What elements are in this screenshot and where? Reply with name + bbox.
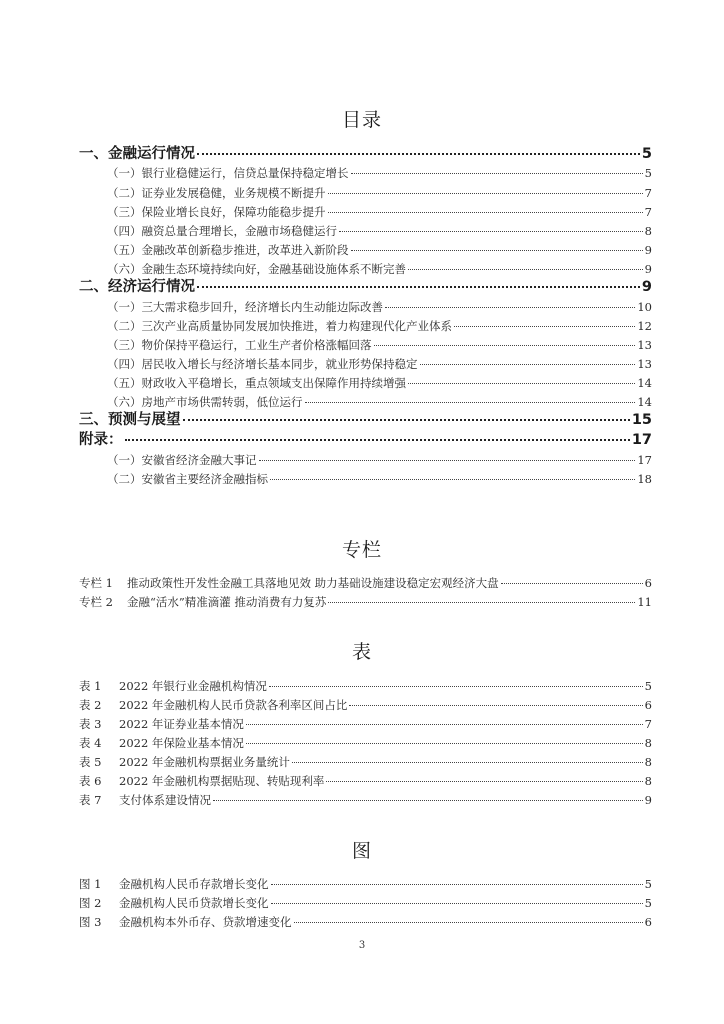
toc-section[interactable]	[107, 184, 652, 202]
table-entry[interactable]	[79, 677, 652, 695]
toc-section[interactable]	[107, 222, 652, 240]
entry-page: 8	[644, 774, 652, 788]
toc-entry-label: （三）保险业增长良好，保障功能稳步提升	[107, 205, 326, 219]
entry-page: 9	[644, 793, 652, 807]
toc-section[interactable]	[107, 241, 652, 259]
table-entry[interactable]	[79, 791, 652, 809]
dot-leader	[326, 780, 642, 782]
toc-entry-label: （四）融资总量合理增长，金融市场稳健运行	[107, 224, 337, 238]
dot-leader	[259, 459, 636, 461]
entry-label: 2022 年金融机构人民币贷款各利率区间占比	[119, 698, 348, 712]
dot-leader	[270, 478, 635, 480]
entry-label: 2022 年证券业基本情况	[119, 717, 244, 731]
entry-number: 表 2	[79, 698, 102, 712]
entry-number: 表 4	[79, 736, 102, 750]
dot-leader	[420, 363, 636, 365]
figures-title: 图	[351, 840, 372, 862]
column-entry[interactable]	[79, 593, 652, 611]
entry-label: 支付体系建设情况	[119, 793, 211, 807]
toc-section[interactable]	[107, 298, 652, 316]
entry-number: 图 3	[79, 915, 102, 929]
entry-page: 11	[637, 595, 652, 609]
table-entry[interactable]	[79, 772, 652, 790]
toc-entry-page: 14	[637, 376, 652, 390]
dot-leader	[374, 344, 636, 346]
dot-leader	[197, 152, 640, 155]
toc-entry-page: 15	[631, 412, 652, 428]
toc-entry-label: 三、预测与展望	[79, 412, 181, 428]
toc-section[interactable]	[107, 355, 652, 373]
toc-entry-label: （一）银行业稳健运行，信贷总量保持稳定增长	[107, 166, 349, 180]
toc-entry-page: 12	[637, 319, 652, 333]
toc-section[interactable]	[107, 317, 652, 335]
figure-entry[interactable]	[79, 894, 652, 912]
toc-entry-label: （五）金融改革创新稳步推进，改革进入新阶段	[107, 243, 349, 257]
toc-entry-label: （六）房地产市场供需转弱，低位运行	[107, 395, 303, 409]
entry-label: 2022 年金融机构票据业务量统计	[119, 755, 290, 769]
entry-number: 图 1	[79, 877, 102, 891]
entry-page: 5	[644, 877, 652, 891]
toc-entry-page: 18	[637, 472, 652, 486]
toc-entry-page: 7	[644, 186, 652, 200]
figure-entry[interactable]	[79, 875, 652, 893]
entry-number: 表 3	[79, 717, 102, 731]
toc-entry-page: 14	[637, 395, 652, 409]
toc-title: 目录	[341, 109, 382, 131]
dot-leader	[269, 685, 643, 687]
table-entry[interactable]	[79, 753, 652, 771]
toc-entry-label: （四）居民收入增长与经济增长基本同步，就业形势保持稳定	[107, 357, 418, 371]
toc-entry-label: （二）安徽省主要经济金融指标	[107, 472, 268, 486]
toc-section[interactable]	[107, 164, 652, 182]
toc-entry-label: （一）安徽省经济金融大事记	[107, 453, 257, 467]
page-number: 3	[358, 940, 366, 951]
entry-label: 金融机构本外币存、贷款增速变化	[119, 915, 292, 929]
entry-label: 金融“活水”精准滴灌 推动消费有力复苏	[127, 595, 327, 609]
entry-number: 表 7	[79, 793, 102, 807]
toc-section[interactable]	[107, 336, 652, 354]
entry-page: 5	[644, 896, 652, 910]
entry-page: 5	[644, 679, 652, 693]
dot-leader	[328, 192, 643, 194]
entry-number: 专栏 2	[79, 595, 113, 609]
toc-entry-label: 一、金融运行情况	[79, 146, 195, 162]
dot-leader	[125, 438, 630, 441]
toc-chapter-2[interactable]	[79, 278, 652, 296]
toc-section[interactable]	[107, 374, 652, 392]
entry-page: 8	[644, 736, 652, 750]
dot-leader	[351, 172, 643, 174]
column-entry[interactable]	[79, 574, 652, 592]
dot-leader	[305, 401, 636, 403]
toc-entry-page: 5	[644, 166, 652, 180]
toc-entry-page: 9	[644, 262, 652, 276]
dot-leader	[328, 601, 635, 603]
dot-leader	[454, 325, 635, 327]
toc-chapter-3[interactable]	[79, 411, 652, 429]
entry-number: 图 2	[79, 896, 102, 910]
dot-leader	[271, 902, 643, 904]
dot-leader	[408, 382, 635, 384]
toc-entry-page: 9	[641, 279, 652, 295]
toc-entry-page: 8	[644, 224, 652, 238]
toc-entry-label: （二）证券业发展稳健，业务规模不断提升	[107, 186, 326, 200]
dot-leader	[328, 211, 643, 213]
dot-leader	[385, 306, 635, 308]
toc-entry-label: 二、经济运行情况	[79, 279, 195, 295]
entry-page: 8	[644, 755, 652, 769]
entry-page: 6	[644, 698, 652, 712]
toc-section[interactable]	[107, 470, 652, 488]
dot-leader	[183, 418, 630, 421]
dot-leader	[339, 230, 643, 232]
entry-page: 6	[644, 915, 652, 929]
toc-entry-page: 7	[644, 205, 652, 219]
toc-entry-label: （五）财政收入平稳增长，重点领域支出保障作用持续增强	[107, 376, 406, 390]
entry-number: 专栏 1	[79, 576, 113, 590]
dot-leader	[501, 582, 643, 584]
entry-number: 表 6	[79, 774, 102, 788]
entry-label: 金融机构人民币贷款增长变化	[119, 896, 269, 910]
dot-leader	[292, 761, 643, 763]
dot-leader	[271, 883, 643, 885]
toc-entry-label: （二）三次产业高质量协同发展加快推进，着力构建现代化产业体系	[107, 319, 452, 333]
figure-entry[interactable]	[79, 913, 652, 931]
dot-leader	[246, 742, 643, 744]
toc-entry-label: （六）金融生态环境持续向好，金融基础设施体系不断完善	[107, 262, 406, 276]
dot-leader	[408, 268, 643, 270]
entry-label: 2022 年保险业基本情况	[119, 736, 244, 750]
entry-label: 2022 年银行业金融机构情况	[119, 679, 267, 693]
toc-entry-page: 10	[637, 300, 652, 314]
toc-chapter-1[interactable]	[79, 145, 652, 163]
dot-leader	[197, 285, 640, 288]
entry-label: 金融机构人民币存款增长变化	[119, 877, 269, 891]
toc-entry-page: 17	[637, 453, 652, 467]
entry-label: 2022 年金融机构票据贴现、转贴现利率	[119, 774, 325, 788]
entry-number: 表 5	[79, 755, 102, 769]
toc-entry-label: （三）物价保持平稳运行，工业生产者价格涨幅回落	[107, 338, 372, 352]
table-entry[interactable]	[79, 734, 652, 752]
toc-section[interactable]	[107, 203, 652, 221]
entry-page: 6	[644, 576, 652, 590]
table-entry[interactable]	[79, 715, 652, 733]
toc-appendix[interactable]	[79, 431, 652, 449]
toc-entry-page: 5	[641, 146, 652, 162]
dot-leader	[349, 704, 642, 706]
dot-leader	[294, 921, 643, 923]
toc-section[interactable]	[107, 393, 652, 411]
dot-leader	[213, 799, 643, 801]
entry-label: 推动政策性开发性金融工具落地见效 助力基础设施建设稳定宏观经济大盘	[127, 576, 499, 590]
toc-entry-page: 17	[631, 432, 652, 448]
toc-entry-label: 附录：	[79, 432, 123, 448]
toc-section[interactable]	[107, 260, 652, 278]
dot-leader	[351, 249, 643, 251]
dot-leader	[246, 723, 643, 725]
toc-entry-page: 13	[637, 338, 652, 352]
columns-title: 专栏	[341, 539, 382, 561]
toc-section[interactable]	[107, 451, 652, 469]
entry-page: 7	[644, 717, 652, 731]
entry-number: 表 1	[79, 679, 102, 693]
toc-entry-page: 13	[637, 357, 652, 371]
toc-entry-page: 9	[644, 243, 652, 257]
toc-entry-label: （一）三大需求稳步回升，经济增长内生动能边际改善	[107, 300, 383, 314]
tables-title: 表	[351, 641, 372, 663]
table-entry[interactable]	[79, 696, 652, 714]
